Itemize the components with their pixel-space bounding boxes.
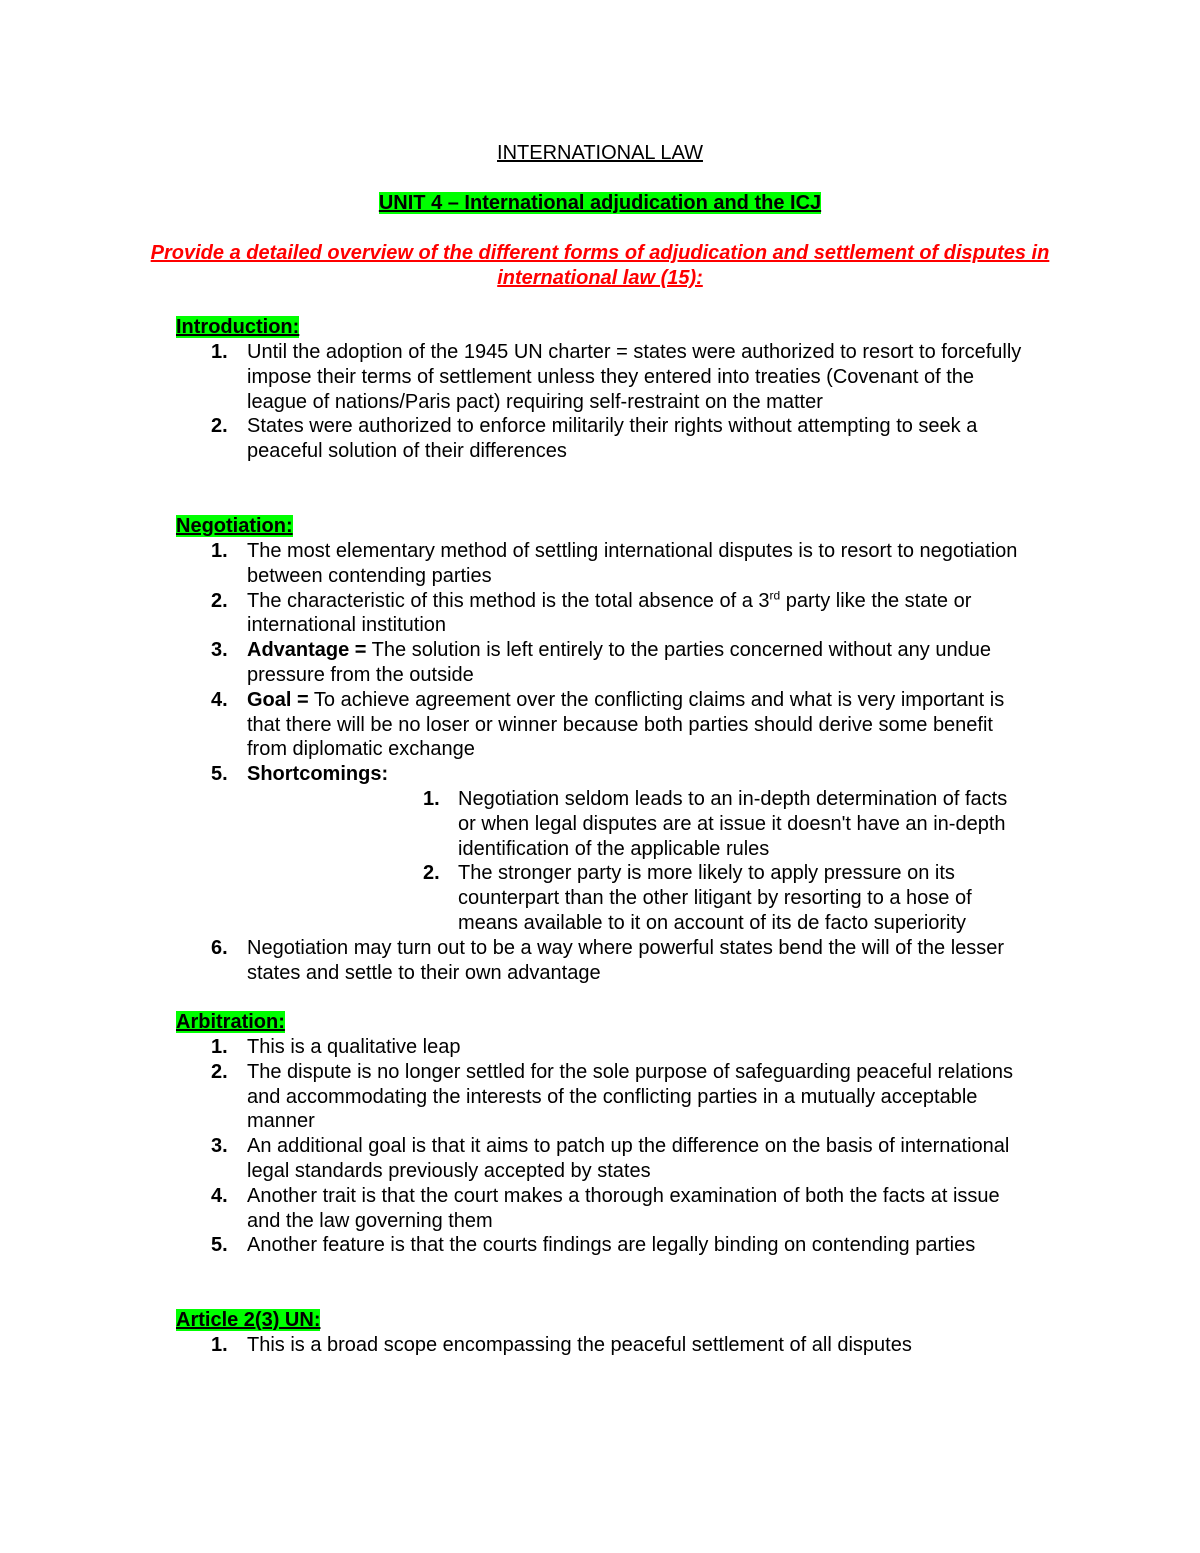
item-text [247,762,1027,787]
item-text: The characteristic of this method is the total absence of a 3rd party like the state or international institution [247,587,972,637]
item-number: 3. [211,639,228,662]
item-text: Another feature is that the courts findings are legally binding on contending parties [247,1234,976,1257]
item-text: Negotiation may turn out to be a way where powerful states bend the will of the lesser states and settle to their own advantage [247,936,1005,984]
item-text: Goal = To achieve agreement over the conflicting claims and what is very important is that there will be no loser or winner because both parties should derive some benefit from diplomatic exchange [247,688,1005,761]
article-list [0,1333,1200,1358]
list-item [0,638,1200,688]
item-text: This is a broad scope encompassing the peaceful settlement of all disputes [247,1334,912,1356]
item-number: 6. [211,936,228,959]
item-text: States were authorized to enforce militarily their rights without attempting to seek a peaceful solution of their differences [247,415,978,463]
item-number: 3. [211,1135,228,1158]
list-item [0,340,1200,414]
item-lead: Advantage = [247,639,367,662]
item-number: 1. [211,1334,228,1356]
item-number: 4. [211,688,228,711]
item-lead: Goal = [247,688,309,711]
shortcomings-list [0,787,1200,936]
list-item [0,1134,1200,1184]
negotiation-heading: Negotiation: [176,515,293,537]
sub-item-text: The stronger party is more likely to apply pressure on its counterpart than the other litigant by resorting to a hose of means available to it on account of its de facto superiority [458,862,972,934]
unit-title-highlight: UNIT 4 – International adjudication and the ICJ [378,192,822,214]
item-number: 4. [211,1184,228,1207]
list-item [0,414,1200,464]
item-text: An additional goal is that it aims to patch up the difference on the basis of international legal standards previously accepted by states [247,1135,1010,1182]
list-item [0,1060,1200,1134]
item-text: Until the adoption of the 1945 UN charter = states were authorized to resort to forcefully impose their terms of settlement unless they entered into treaties (Covenant of the league of nations/Paris pact) requiring self-restraint on the matter [247,341,1022,413]
introduction-list [0,340,1200,464]
item-text: Another trait is that the court makes a thorough examination of both the facts at issue and the law governing them [247,1184,1000,1232]
article-heading: Article 2(3) UN: [176,1309,321,1331]
list-item [0,1184,1200,1234]
item-number: 5. [211,1234,228,1257]
item-number: 1. [211,1036,228,1058]
sub-item-text: Negotiation seldom leads to an in-depth determination of facts or when legal disputes are at issue it doesn't have an in-depth identification of the applicable rules [458,787,1008,860]
sub-item-number: 1. [423,787,440,810]
essay-question: Provide a detailed overview of the different forms of adjudication and settlement of disputes in international law (15): [150,242,1050,289]
list-item [0,589,1200,639]
document-title: INTERNATIONAL LAW [497,142,703,164]
list-item [0,688,1200,762]
item-lead: Shortcomings: [247,763,389,786]
item-number: 2. [211,1060,228,1083]
introduction-heading: Introduction: [176,316,300,338]
sub-list-item [0,787,1200,861]
item-number: 1. [211,540,228,562]
item-number: 2. [211,589,228,612]
ordinal-suffix: rd [769,587,781,602]
list-item [0,1233,1200,1258]
unit-title [0,191,1200,215]
item-text: The dispute is no longer settled for the sole purpose of safeguarding peaceful relations and accommodating the interests of the conflicting parties in a mutually acceptable manner [247,1060,1014,1133]
item-text: This is a qualitative leap [247,1036,461,1058]
item-number: 5. [211,763,228,786]
item-text: The most elementary method of settling international disputes is to resort to negotiation between contending parties [247,540,1018,587]
negotiation-list [0,539,1200,985]
arbitration-heading: Arbitration: [176,1011,285,1033]
list-item [0,762,1200,936]
list-item [0,1333,1200,1358]
list-item [0,539,1200,589]
arbitration-list [0,1035,1200,1258]
item-number: 2. [211,415,228,438]
sub-list-item [0,861,1200,935]
item-number: 1. [211,341,228,363]
sub-item-number: 2. [423,862,440,885]
list-item [0,1035,1200,1060]
item-text: Advantage = The solution is left entirely to the parties concerned without any undue pressure from the outside [247,639,991,686]
list-item [0,936,1200,986]
